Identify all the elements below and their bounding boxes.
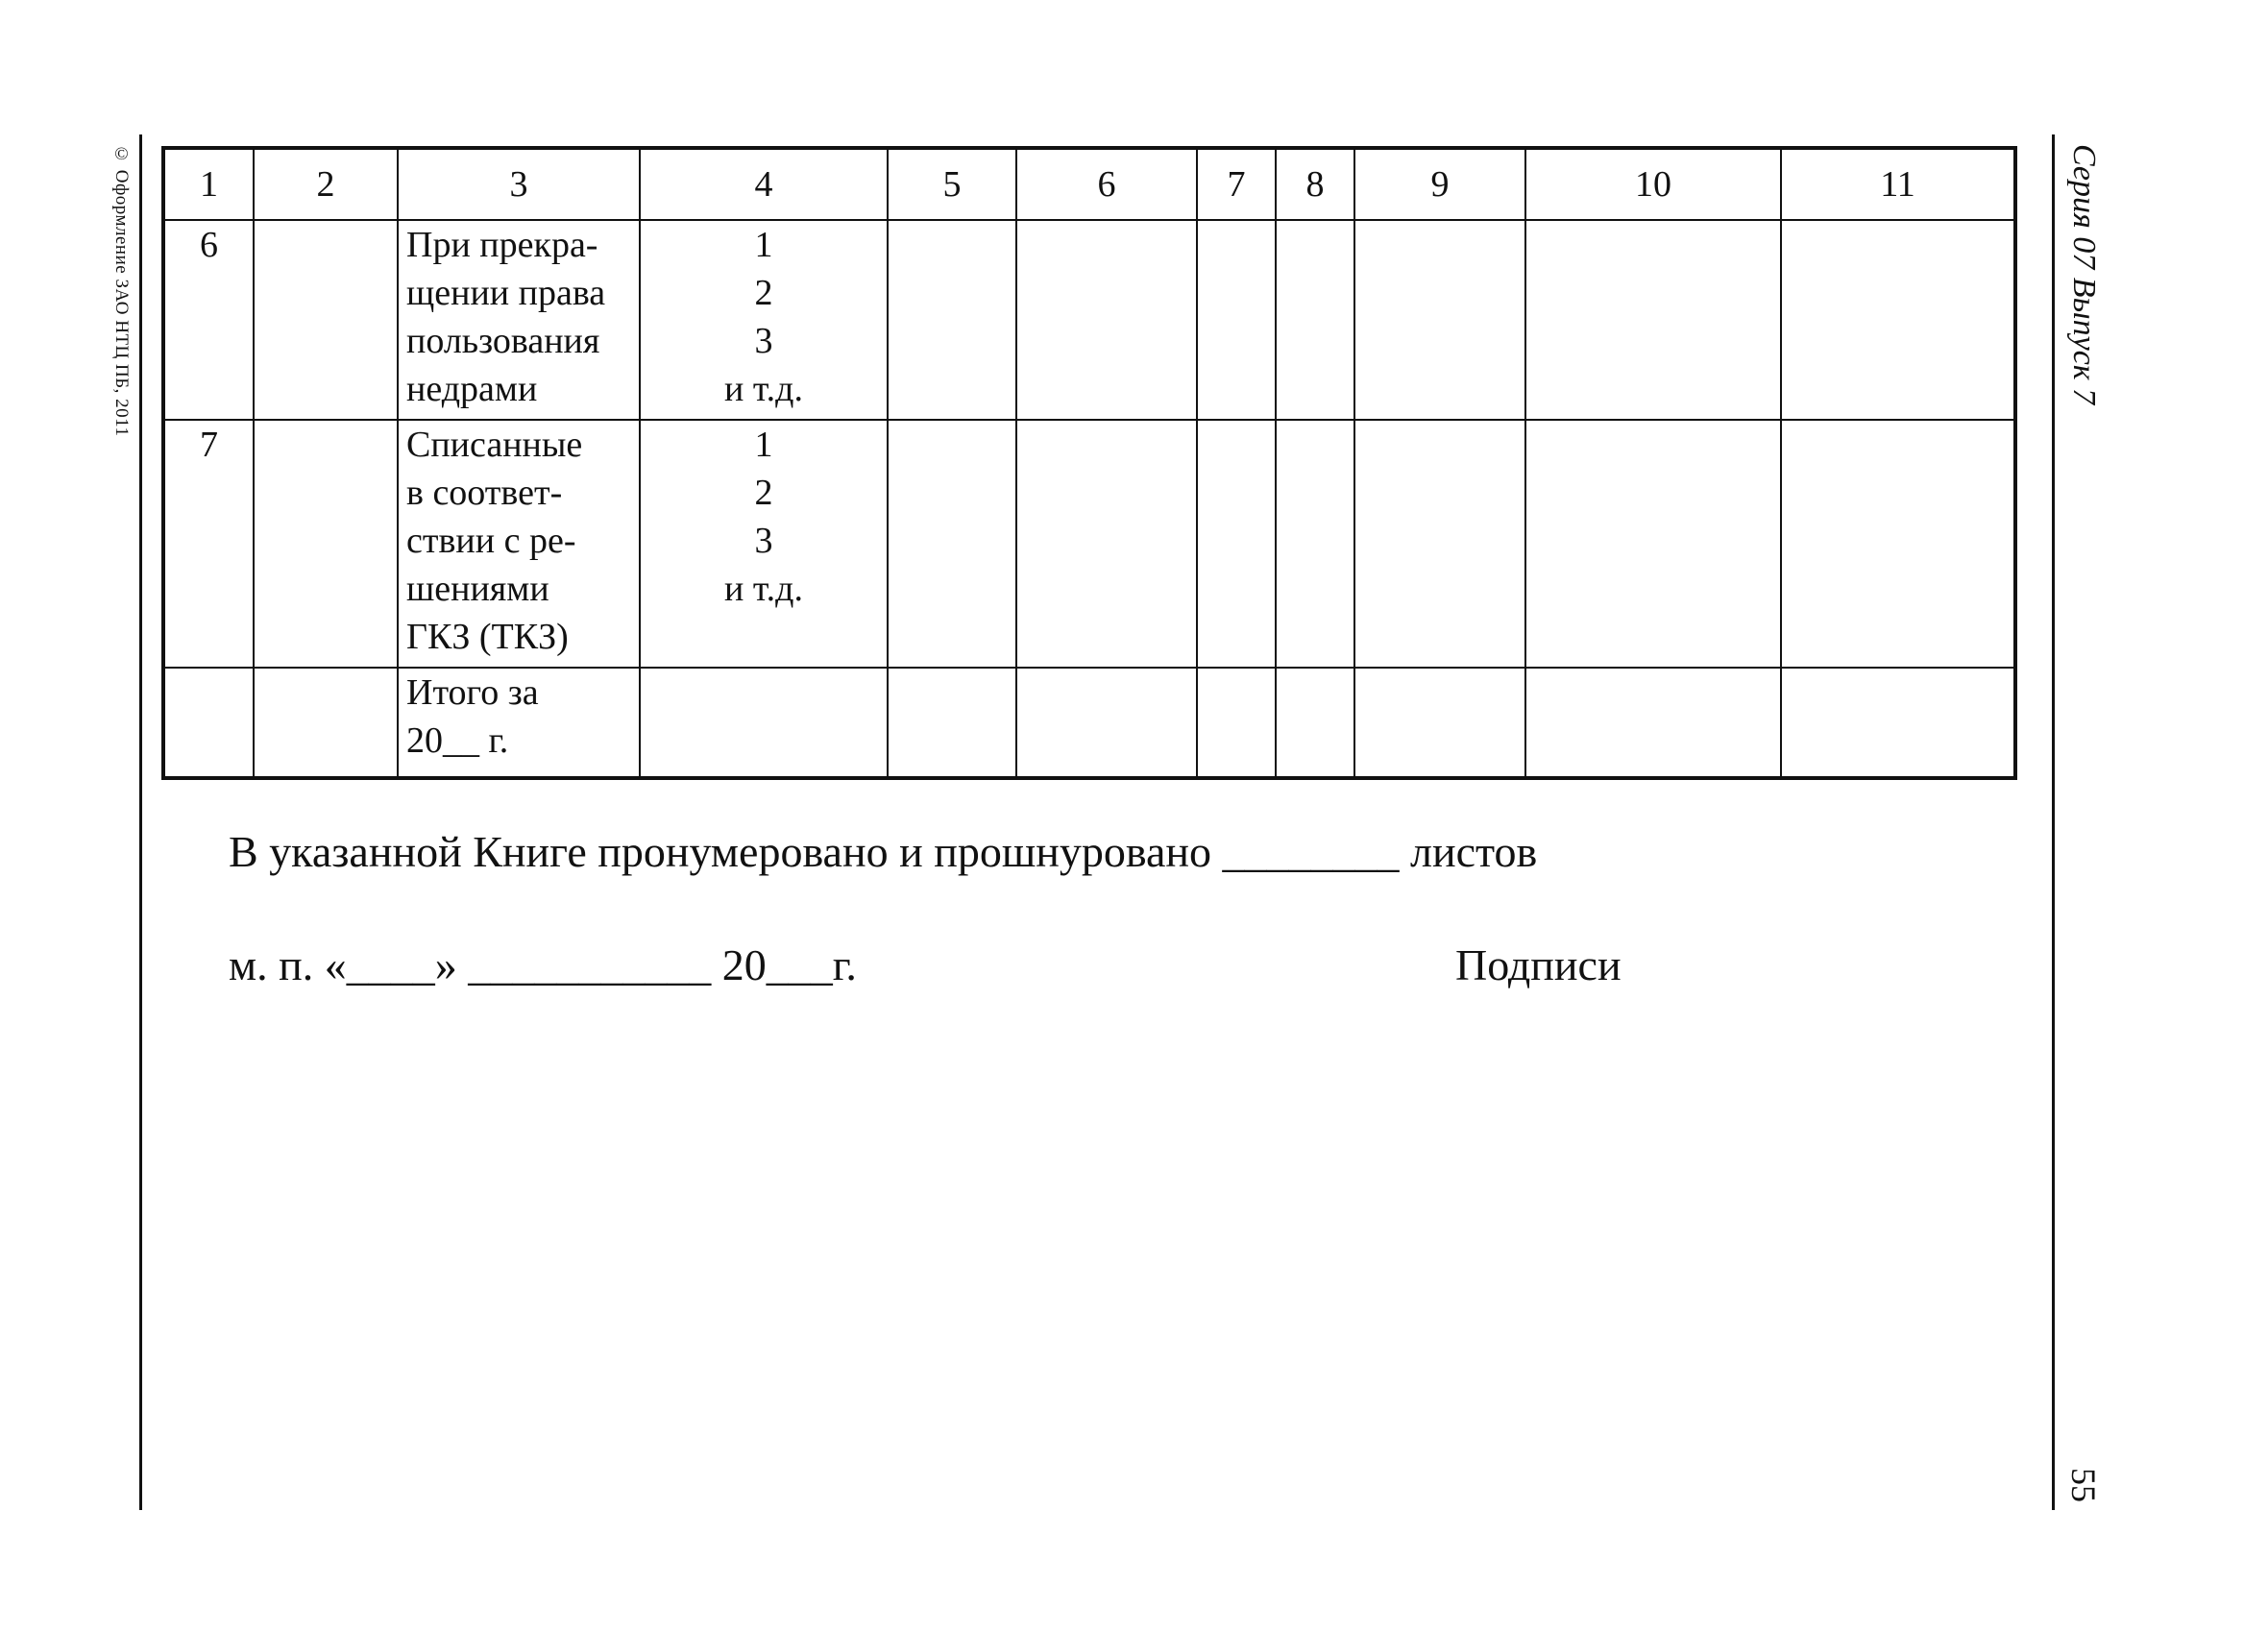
signatures-label: Подписи bbox=[1455, 940, 1622, 989]
right-margin-rule bbox=[2052, 134, 2055, 1510]
header-row bbox=[163, 148, 2015, 220]
empty-cell bbox=[1197, 420, 1276, 668]
row-codes-cell bbox=[640, 420, 888, 668]
series-label: Серия 07 Выпуск 7 bbox=[2066, 144, 2102, 405]
empty-cell bbox=[1197, 220, 1276, 420]
empty-cell bbox=[1354, 220, 1525, 420]
empty-cell bbox=[888, 420, 1016, 668]
empty-cell bbox=[1276, 420, 1354, 668]
empty-cell bbox=[1525, 420, 1781, 668]
column-header: 7 bbox=[1197, 148, 1276, 220]
copyright-note: © Оформление ЗАО НТЦ ПБ, 2011 bbox=[111, 144, 132, 437]
empty-cell bbox=[254, 220, 398, 420]
table-row bbox=[163, 220, 2015, 420]
column-header: 9 bbox=[1354, 148, 1525, 220]
row-code: 3 bbox=[754, 521, 773, 561]
column-header: 5 bbox=[888, 148, 1016, 220]
row-name-line: Итого за bbox=[406, 672, 539, 713]
empty-cell bbox=[1016, 420, 1197, 668]
row-code: 1 bbox=[754, 425, 773, 465]
row-name-line: шениями bbox=[406, 569, 549, 609]
column-header: 6 bbox=[1016, 148, 1197, 220]
row-name-cell bbox=[398, 220, 640, 420]
row-code: и т.д. bbox=[724, 569, 803, 609]
row-code: 2 bbox=[754, 273, 773, 313]
seal-date-line: м. п. «____» ___________ 20___г. bbox=[229, 940, 857, 989]
empty-cell bbox=[1781, 668, 2015, 778]
row-name-line: ГКЗ (ТКЗ) bbox=[406, 617, 569, 657]
row-name-line: в соответ- bbox=[406, 473, 563, 513]
empty-cell bbox=[1276, 668, 1354, 778]
table-row bbox=[163, 420, 2015, 668]
row-number-cell bbox=[163, 668, 254, 778]
empty-cell bbox=[254, 420, 398, 668]
row-name-line: ствии с ре- bbox=[406, 521, 576, 561]
empty-cell bbox=[1016, 668, 1197, 778]
column-header: 11 bbox=[1781, 148, 2015, 220]
row-name-line: При прекра- bbox=[406, 225, 598, 265]
row-number-cell: 6 bbox=[163, 220, 254, 420]
empty-cell bbox=[1781, 220, 2015, 420]
empty-cell bbox=[254, 668, 398, 778]
row-number-cell: 7 bbox=[163, 420, 254, 668]
column-header: 10 bbox=[1525, 148, 1781, 220]
row-name-line: Списанные bbox=[406, 425, 583, 465]
empty-cell bbox=[888, 668, 1016, 778]
row-name-line: пользования bbox=[406, 321, 600, 361]
empty-cell bbox=[1197, 668, 1276, 778]
row-code: 3 bbox=[754, 321, 773, 361]
left-margin-rule bbox=[139, 134, 142, 1510]
empty-cell bbox=[640, 668, 888, 778]
row-name-line: 20__ г. bbox=[406, 720, 509, 761]
empty-cell bbox=[1525, 220, 1781, 420]
row-name-cell bbox=[398, 420, 640, 668]
row-code: и т.д. bbox=[724, 369, 803, 409]
column-header: 2 bbox=[254, 148, 398, 220]
empty-cell bbox=[1354, 668, 1525, 778]
empty-cell bbox=[1525, 668, 1781, 778]
row-name-cell bbox=[398, 668, 640, 778]
row-name-line: щении права bbox=[406, 273, 606, 313]
row-codes-cell bbox=[640, 220, 888, 420]
column-header: 3 bbox=[398, 148, 640, 220]
empty-cell bbox=[1276, 220, 1354, 420]
column-header: 8 bbox=[1276, 148, 1354, 220]
row-code: 2 bbox=[754, 473, 773, 513]
empty-cell bbox=[1781, 420, 2015, 668]
column-header: 1 bbox=[163, 148, 254, 220]
register-table bbox=[161, 146, 2017, 780]
column-header: 4 bbox=[640, 148, 888, 220]
empty-cell bbox=[1354, 420, 1525, 668]
row-name-line: недрами bbox=[406, 369, 538, 409]
row-code: 1 bbox=[754, 225, 773, 265]
sheet-count-statement: В указанной Книге пронумеровано и прошнуровано ________ листов bbox=[229, 827, 1538, 876]
empty-cell bbox=[1016, 220, 1197, 420]
empty-cell bbox=[888, 220, 1016, 420]
total-row bbox=[163, 668, 2015, 778]
page-number: 55 bbox=[2064, 1468, 2103, 1502]
